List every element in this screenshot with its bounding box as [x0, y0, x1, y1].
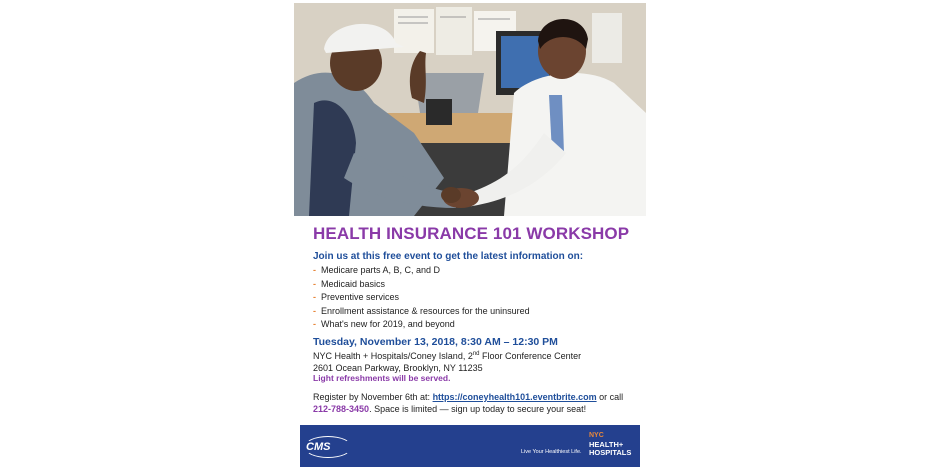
flyer: [294, 0, 646, 470]
register-suffix: or call: [596, 392, 624, 402]
nyc-logo-text: NYC: [589, 432, 604, 439]
bullet-dash-icon: -: [313, 319, 316, 330]
registration-info: [313, 392, 623, 415]
topic-list: [313, 264, 530, 332]
topic-item: [313, 264, 530, 278]
footer-banner: [300, 425, 640, 467]
workshop-title: HEALTH INSURANCE 101 WORKSHOP: [313, 224, 630, 243]
bullet-dash-icon: -: [313, 265, 316, 275]
hospitals-logo-text: HOSPITALS: [589, 448, 632, 457]
bullet-dash-icon: -: [313, 278, 316, 289]
health-logo-text: HEALTH+: [589, 440, 624, 449]
event-venue: [313, 348, 581, 374]
venue-name: NYC Health + Hospitals/Coney Island, 2: [313, 351, 473, 361]
topic-label: Enrollment assistance & resources for the uninsured: [321, 305, 530, 316]
topic-item: [313, 291, 530, 305]
bullet-dash-icon: -: [313, 292, 316, 303]
topic-item: [313, 278, 530, 292]
topic-item: [313, 305, 530, 319]
topic-label: Preventive services: [321, 292, 400, 303]
event-date: Tuesday, November 13, 2018, 8:30 AM – 12:30 PM: [313, 336, 558, 348]
register-prefix: Register by November 6th at:: [313, 392, 433, 402]
topic-label: What's new for 2019, and beyond: [321, 319, 455, 330]
register-link[interactable]: https://coneyhealth101.eventbrite.com: [432, 392, 597, 402]
venue-address: 2601 Ocean Parkway, Brooklyn, NY 11235: [313, 363, 483, 373]
venue-floor-suffix: nd: [472, 351, 480, 357]
doctor-patient-photo: [294, 3, 646, 216]
tagline: Live Your Healthiest Life.: [521, 449, 582, 455]
venue-room: Floor Conference Center: [479, 351, 582, 361]
topic-label: Medicare parts A, B, C, and D: [321, 265, 441, 275]
refreshments-note: Light refreshments will be served.: [313, 373, 451, 383]
cms-logo: CMS: [306, 441, 331, 453]
bullet-dash-icon: -: [313, 305, 316, 316]
intro-text: Join us at this free event to get the latest information on:: [313, 251, 584, 262]
topic-label: Medicaid basics: [321, 278, 386, 289]
closing-text: . Space is limited — sign up today to secure your seat!: [369, 403, 587, 414]
topic-item: [313, 318, 530, 332]
phone-number[interactable]: 212-788-3450: [313, 403, 370, 414]
